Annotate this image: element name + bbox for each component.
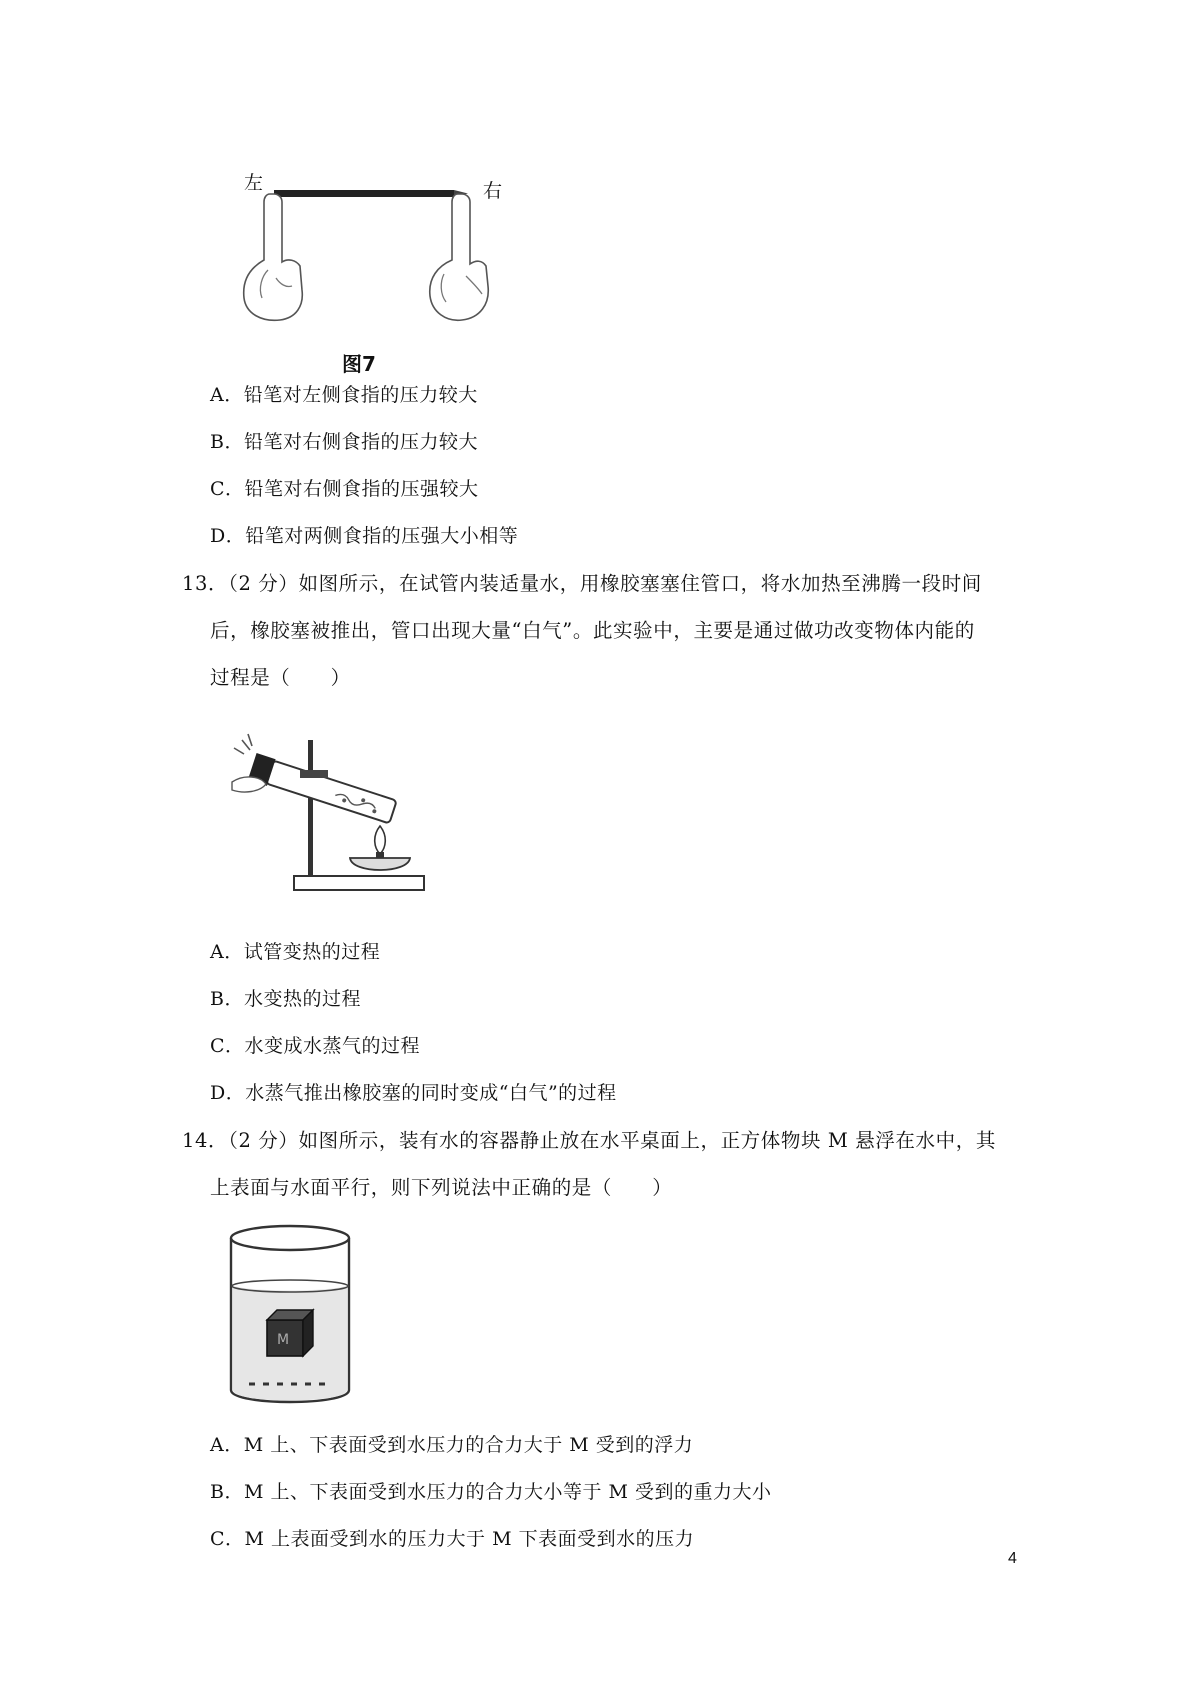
q14-option-a: A．M 上、下表面受到水压力的合力大于 M 受到的浮力 (210, 1434, 694, 1456)
q14-option-b: B．M 上、下表面受到水压力的合力大小等于 M 受到的重力大小 (210, 1481, 772, 1503)
figure7-right-label: 右 (483, 180, 503, 202)
container-cube-illustration (225, 1220, 355, 1410)
figure7-left-label: 左 (244, 172, 264, 194)
q12-option-a: A．铅笔对左侧食指的压力较大 (210, 384, 478, 406)
q13-stem-line-1: 13．（2 分）如图所示，在试管内装适量水，用橡胶塞塞住管口，将水加热至沸腾一段时间 (182, 572, 982, 595)
stand-base (294, 876, 424, 890)
q13-option-b: B．水变热的过程 (210, 988, 361, 1010)
q13-stem-line-2: 后，橡胶塞被推出，管口出现大量“白气”。此实验中，主要是通过做功改变物体内能的 (210, 619, 975, 642)
test-tube-heating-illustration (230, 730, 430, 905)
clamp (300, 770, 328, 778)
q12-option-d: D．铅笔对两侧食指的压强大小相等 (210, 525, 519, 547)
right-finger (430, 194, 489, 320)
pencil-fingers-illustration (240, 180, 500, 330)
flame (375, 826, 386, 854)
q14-option-c: C．M 上表面受到水的压力大于 M 下表面受到水的压力 (210, 1528, 695, 1550)
hand (232, 777, 266, 792)
q13-option-d: D．水蒸气推出橡胶塞的同时变成“白气”的过程 (210, 1082, 617, 1104)
q13-option-c: C．水变成水蒸气的过程 (210, 1035, 421, 1057)
q12-option-b: B．铅笔对右侧食指的压力较大 (210, 431, 478, 453)
page-number: 4 (1008, 1550, 1017, 1567)
stand-rod (308, 740, 313, 876)
steam-marks (234, 734, 252, 754)
cube-label: M (277, 1332, 290, 1348)
q14-stem-line-2: 上表面与水面平行，则下列说法中正确的是（ ） (210, 1176, 673, 1199)
container-rim (231, 1226, 349, 1250)
figure7-caption: 图7 (342, 352, 376, 376)
left-finger (244, 194, 303, 320)
q13-stem-line-3: 过程是（ ） (210, 666, 351, 689)
alcohol-lamp (350, 858, 410, 870)
pencil (274, 190, 454, 197)
test-tube (266, 760, 397, 823)
q13-option-a: A．试管变热的过程 (210, 941, 381, 963)
q12-option-c: C．铅笔对右侧食指的压强较大 (210, 478, 479, 500)
q14-stem-line-1: 14．（2 分）如图所示，装有水的容器静止放在水平桌面上，正方体物块 M 悬浮在水中，其 (182, 1129, 996, 1152)
